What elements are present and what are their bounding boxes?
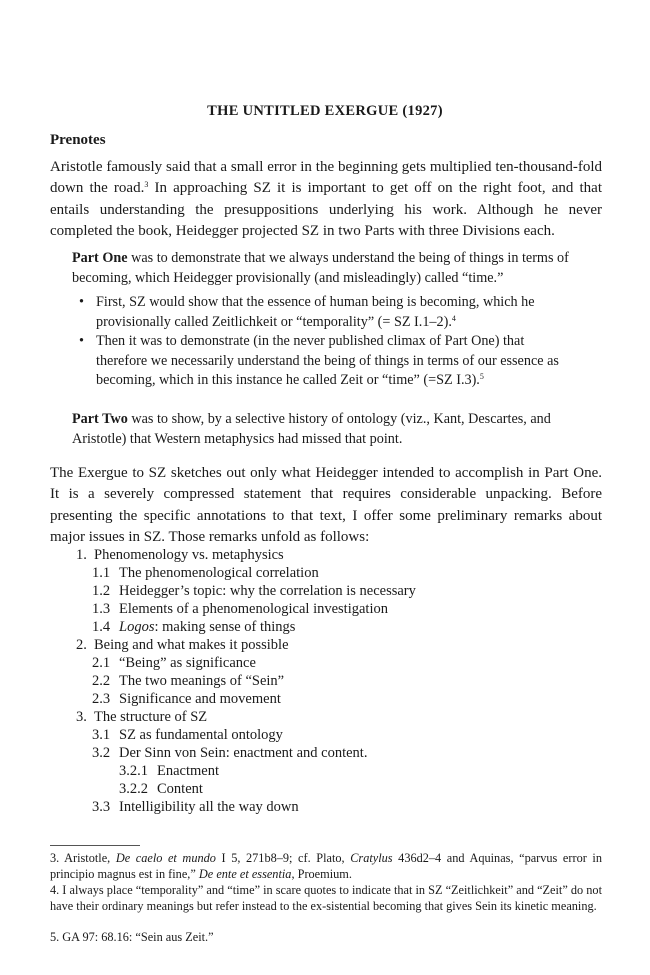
outline-label: Phenomenology vs. metaphysics: [94, 547, 284, 563]
outline-number: 2.2: [92, 673, 111, 689]
bullet-icon: •: [79, 294, 84, 310]
bullet-icon: •: [79, 333, 84, 349]
outline-number: 1.: [76, 547, 87, 563]
outline-label: Significance and movement: [119, 691, 281, 707]
outline-label: The structure of SZ: [94, 709, 208, 725]
outline-number: 2.1: [92, 655, 111, 671]
outline-label: Der Sinn von Sein: enactment and content.: [119, 745, 368, 761]
part-one-block: [72, 249, 572, 288]
bullet-item: [72, 293, 572, 332]
bullet-text: First, SZ would show that the essence of human being is becoming, which he provisionally called Zeitlichkeit or “temporality” (= SZ I.1–2).: [96, 294, 535, 330]
outline-item: [92, 690, 281, 708]
intro-paragraph: [50, 157, 602, 242]
intro-text-a: Aristotle famously said that a small error in the beginning gets multiplied ten-thousand-fold down the road.: [50, 159, 602, 197]
outline-number: 3.2.1: [119, 763, 148, 779]
outline-item: [92, 564, 319, 582]
outline-number: 1.2: [92, 583, 111, 599]
outline-number: 2.3: [92, 691, 111, 707]
outline-item: [92, 600, 388, 618]
part-one-text: was to demonstrate that we always understand the being of things in terms of becoming, which Heidegger provisionally (and misleadingly) called “time.”: [72, 250, 569, 286]
footnote-ref-5[interactable]: 5: [479, 372, 484, 381]
part-two-label: Part Two: [72, 411, 128, 427]
section-heading: Prenotes: [50, 132, 106, 148]
outline-label: Being and what makes it possible: [94, 637, 289, 653]
outline-number: 3.: [76, 709, 87, 725]
outline-item: [92, 744, 367, 762]
page-title: THE UNTITLED EXERGUE (1927): [207, 103, 443, 119]
footnote-3-title: De ente et essentia: [198, 866, 292, 881]
outline-item: [92, 618, 295, 636]
footnote-divider: [50, 845, 140, 846]
outline-label: Intelligibility all the way down: [119, 799, 299, 815]
outline-label: Enactment: [157, 763, 220, 779]
outline-number: 3.1: [92, 727, 111, 743]
outline-item: [76, 636, 289, 654]
footnote-3-title: Cratylus: [350, 851, 393, 865]
footnote-3-title: De caelo et mundo: [115, 851, 216, 865]
exergue-paragraph: The Exergue to SZ sketches out only what Heidegger intended to accomplish in Part One. It is a severely compressed statement that requires considerable unpacking. Before presenting the specific annotations to that text, I offer some preliminary remarks about major issues in SZ. Those remarks unfold as follows:: [50, 465, 602, 545]
outline-item: [76, 708, 207, 726]
part-two-text: was to show, by a selective history of ontology (viz., Kant, Descartes, and Aristotle) that Western metaphysics had missed that point.: [72, 411, 551, 447]
intro-text-b: In approaching SZ it is important to get off on the right foot, and that entails understanding the presuppositions underlying his work. Although he never completed the book, Heidegger projected SZ in two Parts with three Divisions each.: [50, 180, 603, 239]
outline-label: SZ as fundamental ontology: [119, 727, 283, 743]
outline-item: [92, 582, 416, 600]
bullet-list: [72, 293, 572, 391]
outline-label: “Being” as significance: [119, 655, 256, 671]
bullet-text: Then it was to demonstrate (in the never published climax of Part One) that therefore we necessarily understand the being of things in terms of our essence as becoming, which in this instance he called Zeit or “time” (=SZ I.3).: [96, 333, 559, 388]
outline-item: [119, 780, 203, 798]
bullet-item: [72, 332, 572, 391]
outline-label: The phenomenological correlation: [119, 565, 319, 581]
outline-item: [92, 726, 283, 744]
outline-label: The two meanings of “Sein”: [119, 673, 285, 689]
footnote-ref-4[interactable]: 4: [451, 313, 456, 323]
outline-label: : making sense of things: [154, 619, 296, 635]
outline-item: [92, 672, 284, 690]
footnote-3-text: 436d2–4 and Aquinas, “parvus error in principio magnus est in fine,”: [50, 851, 602, 881]
outline-label: Content: [157, 781, 203, 797]
footnote-3-text: 3. Aristotle,: [50, 851, 116, 865]
outline-label-italic: Logos: [119, 619, 155, 635]
outline-item: [76, 546, 284, 564]
footnote-3-text: I 5, 271b8–9; cf. Plato,: [215, 851, 351, 865]
part-one-label: Part One: [72, 250, 128, 266]
outline-item: [92, 798, 299, 816]
outline-item: [119, 762, 219, 780]
outline-label: Heidegger’s topic: why the correlation is necessary: [119, 583, 416, 599]
outline-number: 1.4: [92, 619, 111, 635]
footnote-ref-3[interactable]: 3: [144, 180, 149, 190]
outline-label: Elements of a phenomenological investigation: [119, 601, 388, 617]
footnote-3: [50, 851, 602, 882]
outline-number: 2.: [76, 637, 87, 653]
outline-number: 1.1: [92, 565, 111, 581]
outline-number: 1.3: [92, 601, 111, 617]
outline-number: 3.3: [92, 799, 111, 815]
footnote-4: 4. I always place “temporality” and “time” in scare quotes to indicate that in SZ “Zeitlichkeit” and “Zeit” do not have their ordinary meanings but refer instead to the ex-sistential becoming that gives Sein its kinetic meaning.: [50, 883, 602, 913]
outline-number: 3.2.2: [119, 781, 148, 797]
footnote-3-text: , Proemium.: [291, 866, 352, 881]
footnote-5: 5. GA 97: 68.16: “Sein aus Zeit.”: [50, 930, 214, 944]
part-two-block: [72, 410, 572, 449]
outline-number: 3.2: [92, 745, 111, 761]
outline-item: [92, 654, 256, 672]
